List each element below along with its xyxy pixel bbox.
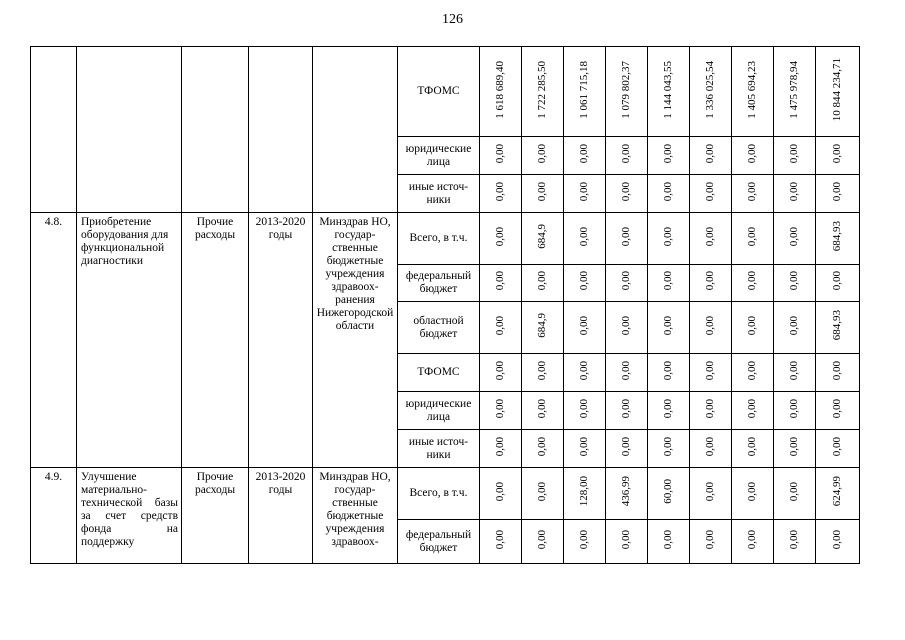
value-cell — [816, 468, 860, 520]
value-text: 0,00 — [536, 271, 548, 291]
value-text: 0,00 — [662, 181, 674, 202]
value-text: 0,00 — [788, 315, 800, 336]
value-cell — [690, 392, 732, 430]
value-cell — [648, 354, 690, 392]
value-cell — [522, 468, 564, 520]
value-text: 0,00 — [494, 360, 506, 381]
value-text: 0,00 — [494, 271, 506, 291]
value-cell — [522, 175, 564, 213]
value-cell — [774, 468, 816, 520]
source-cell: юридические лица — [398, 137, 480, 175]
value-text: 0,00 — [746, 181, 758, 202]
value-cell — [774, 175, 816, 213]
value-cell — [606, 265, 648, 302]
value-text: 0,00 — [831, 271, 843, 291]
value-cell — [480, 468, 522, 520]
value-cell — [774, 137, 816, 175]
value-cell — [732, 213, 774, 265]
value-cell — [564, 302, 606, 354]
value-cell — [732, 354, 774, 392]
value-text: 0,00 — [620, 398, 632, 419]
value-cell — [606, 520, 648, 564]
value-cell — [690, 175, 732, 213]
value-cell — [774, 430, 816, 468]
expense-type: Прочие расходы — [182, 213, 249, 468]
value-cell — [690, 430, 732, 468]
value-cell — [690, 302, 732, 354]
value-text: 0,00 — [578, 226, 590, 247]
value-cell — [564, 213, 606, 265]
value-cell — [774, 392, 816, 430]
value-cell — [816, 265, 860, 302]
value-text: 0,00 — [494, 398, 506, 419]
executor: Минздрав НО, государ-ственные бюджетные учреждения здравоох-ранения Нижегородской области — [313, 213, 398, 468]
value-text: 0,00 — [662, 143, 674, 164]
value-text: 0,00 — [620, 143, 632, 164]
value-text: 684,93 — [831, 221, 843, 252]
value-text: 1 079 802,37 — [620, 60, 632, 119]
source-cell: ТФОМС — [398, 47, 480, 137]
value-cell — [480, 265, 522, 302]
value-cell — [732, 175, 774, 213]
value-text: 1 061 715,18 — [578, 60, 590, 119]
source-cell: Всего, в т.ч. — [398, 213, 480, 265]
value-cell — [690, 137, 732, 175]
value-cell — [732, 137, 774, 175]
value-cell — [816, 392, 860, 430]
source-cell: юридические лица — [398, 392, 480, 430]
value-text: 0,00 — [620, 271, 632, 291]
value-text: 0,00 — [746, 529, 758, 550]
empty-cell — [31, 47, 77, 213]
value-text: 0,00 — [788, 226, 800, 247]
value-text: 0,00 — [494, 181, 506, 202]
value-text: 0,00 — [662, 398, 674, 419]
value-cell — [816, 175, 860, 213]
value-text: 0,00 — [746, 143, 758, 164]
value-text: 0,00 — [662, 226, 674, 247]
value-text: 60,00 — [662, 479, 674, 504]
value-cell — [774, 520, 816, 564]
value-cell — [606, 430, 648, 468]
value-cell — [690, 354, 732, 392]
value-cell — [732, 47, 774, 137]
value-text: 0,00 — [494, 143, 506, 164]
value-cell — [522, 213, 564, 265]
value-cell — [816, 213, 860, 265]
value-text: 0,00 — [620, 529, 632, 550]
value-text: 0,00 — [620, 436, 632, 457]
table-body — [31, 47, 860, 564]
value-text: 0,00 — [578, 360, 590, 381]
value-cell — [690, 213, 732, 265]
value-cell — [522, 47, 564, 137]
empty-cell — [249, 47, 313, 213]
value-text: 0,00 — [536, 143, 548, 164]
source-cell: иные источ-ники — [398, 430, 480, 468]
value-text: 1 405 694,23 — [746, 60, 758, 119]
value-cell — [606, 137, 648, 175]
value-cell — [648, 468, 690, 520]
value-text: 10 844 234,71 — [831, 57, 843, 122]
value-text: 0,00 — [578, 398, 590, 419]
value-cell — [648, 392, 690, 430]
value-cell — [564, 468, 606, 520]
value-text: 0,00 — [788, 181, 800, 202]
value-cell — [648, 302, 690, 354]
value-text: 0,00 — [746, 271, 758, 291]
value-cell — [648, 47, 690, 137]
value-cell — [480, 137, 522, 175]
value-text: 0,00 — [746, 481, 758, 502]
value-text: 0,00 — [704, 315, 716, 336]
value-cell — [606, 302, 648, 354]
value-text: 0,00 — [831, 360, 843, 381]
value-cell — [564, 520, 606, 564]
value-cell — [522, 392, 564, 430]
value-cell — [480, 302, 522, 354]
value-text: 0,00 — [704, 360, 716, 381]
value-cell — [522, 430, 564, 468]
value-cell — [732, 265, 774, 302]
value-cell — [522, 520, 564, 564]
value-cell — [774, 265, 816, 302]
value-text: 0,00 — [494, 315, 506, 336]
value-cell — [732, 468, 774, 520]
value-cell — [816, 137, 860, 175]
value-text: 0,00 — [662, 271, 674, 291]
expense-type: Прочие расходы — [182, 468, 249, 564]
value-cell — [480, 175, 522, 213]
value-cell — [816, 47, 860, 137]
value-cell — [564, 430, 606, 468]
value-text: 0,00 — [831, 529, 843, 550]
value-text: 0,00 — [704, 436, 716, 457]
value-cell — [648, 265, 690, 302]
value-cell — [732, 520, 774, 564]
value-text: 0,00 — [662, 315, 674, 336]
value-text: 1 618 689,40 — [494, 60, 506, 119]
value-cell — [522, 354, 564, 392]
value-text: 0,00 — [494, 226, 506, 247]
value-text: 0,00 — [536, 360, 548, 381]
value-cell — [522, 302, 564, 354]
value-cell — [606, 468, 648, 520]
item-name: Улучшение материально-технической базы за счет средств фонда на поддержку — [77, 468, 182, 564]
value-text: 0,00 — [662, 436, 674, 457]
value-cell — [816, 302, 860, 354]
value-text: 624,99 — [831, 476, 843, 507]
value-cell — [564, 392, 606, 430]
value-text: 0,00 — [831, 398, 843, 419]
value-text: 0,00 — [536, 529, 548, 550]
source-cell: федеральный бюджет — [398, 520, 480, 564]
budget-table — [30, 46, 860, 564]
value-text: 0,00 — [704, 271, 716, 291]
value-cell — [606, 175, 648, 213]
value-text: 0,00 — [494, 436, 506, 457]
value-cell — [690, 520, 732, 564]
value-text: 0,00 — [494, 529, 506, 550]
value-cell — [606, 213, 648, 265]
table-row — [31, 468, 860, 520]
value-cell — [480, 354, 522, 392]
value-text: 0,00 — [494, 481, 506, 502]
value-text: 0,00 — [620, 360, 632, 381]
value-text: 128,00 — [578, 476, 590, 507]
value-text: 1 722 285,50 — [536, 60, 548, 119]
value-text: 0,00 — [746, 360, 758, 381]
value-cell — [564, 137, 606, 175]
value-cell — [606, 354, 648, 392]
value-cell — [774, 302, 816, 354]
value-cell — [816, 354, 860, 392]
source-cell: областной бюджет — [398, 302, 480, 354]
value-text: 0,00 — [620, 181, 632, 202]
value-text: 0,00 — [788, 436, 800, 457]
value-cell — [648, 175, 690, 213]
value-cell — [480, 213, 522, 265]
page-number: 126 — [442, 12, 463, 27]
value-text: 0,00 — [746, 398, 758, 419]
value-text: 0,00 — [704, 481, 716, 502]
value-cell — [564, 265, 606, 302]
value-text: 0,00 — [620, 315, 632, 336]
item-number: 4.9. — [31, 468, 77, 564]
value-cell — [774, 47, 816, 137]
value-text: 0,00 — [662, 360, 674, 381]
value-cell — [816, 520, 860, 564]
value-text: 0,00 — [578, 529, 590, 550]
value-text: 0,00 — [746, 436, 758, 457]
value-text: 0,00 — [578, 436, 590, 457]
value-text: 0,00 — [536, 436, 548, 457]
value-cell — [774, 213, 816, 265]
value-text: 0,00 — [788, 529, 800, 550]
value-cell — [564, 175, 606, 213]
value-text: 0,00 — [788, 143, 800, 164]
value-text: 0,00 — [536, 181, 548, 202]
value-cell — [816, 430, 860, 468]
value-text: 0,00 — [788, 398, 800, 419]
value-text: 684,93 — [831, 310, 843, 341]
period: 2013-2020 годы — [249, 213, 313, 468]
value-text: 0,00 — [704, 181, 716, 202]
table-row — [31, 47, 860, 137]
value-text: 0,00 — [746, 315, 758, 336]
item-number: 4.8. — [31, 213, 77, 468]
value-text: 1 144 043,55 — [662, 60, 674, 119]
source-cell: Всего, в т.ч. — [398, 468, 480, 520]
executor: Минздрав НО, государ-ственные бюджетные учреждения здравоох- — [313, 468, 398, 564]
value-cell — [522, 265, 564, 302]
value-cell — [690, 265, 732, 302]
value-text: 0,00 — [536, 398, 548, 419]
value-text: 0,00 — [704, 143, 716, 164]
value-text: 0,00 — [831, 143, 843, 164]
value-text: 0,00 — [704, 226, 716, 247]
empty-cell — [313, 47, 398, 213]
item-name: Приобретение оборудования для функциональной диагностики — [77, 213, 182, 468]
empty-cell — [77, 47, 182, 213]
period: 2013-2020 годы — [249, 468, 313, 564]
source-cell: федеральный бюджет — [398, 265, 480, 302]
value-text: 684,9 — [536, 224, 548, 249]
value-cell — [522, 137, 564, 175]
value-text: 0,00 — [831, 181, 843, 202]
value-text: 0,00 — [788, 360, 800, 381]
value-cell — [606, 47, 648, 137]
value-cell — [732, 392, 774, 430]
value-text: 436,99 — [620, 476, 632, 507]
value-cell — [480, 430, 522, 468]
value-cell — [648, 520, 690, 564]
value-text: 0,00 — [536, 481, 548, 502]
table-row — [31, 213, 860, 265]
value-text: 0,00 — [704, 398, 716, 419]
value-text: 0,00 — [578, 143, 590, 164]
value-text: 0,00 — [704, 529, 716, 550]
value-cell — [564, 354, 606, 392]
value-cell — [564, 47, 606, 137]
value-text: 1 475 978,94 — [788, 60, 800, 119]
value-cell — [480, 392, 522, 430]
value-cell — [648, 430, 690, 468]
value-text: 0,00 — [578, 181, 590, 202]
source-cell: иные источ-ники — [398, 175, 480, 213]
value-text: 0,00 — [578, 315, 590, 336]
value-text: 0,00 — [831, 436, 843, 457]
value-text: 0,00 — [620, 226, 632, 247]
value-cell — [480, 520, 522, 564]
value-text: 0,00 — [788, 271, 800, 291]
value-text: 684,9 — [536, 313, 548, 338]
value-cell — [732, 302, 774, 354]
source-cell: ТФОМС — [398, 354, 480, 392]
value-text: 1 336 025,54 — [704, 60, 716, 119]
value-text: 0,00 — [662, 529, 674, 550]
value-text: 0,00 — [578, 271, 590, 291]
value-cell — [648, 213, 690, 265]
value-cell — [606, 392, 648, 430]
value-cell — [480, 47, 522, 137]
value-cell — [690, 468, 732, 520]
value-text: 0,00 — [746, 226, 758, 247]
value-text: 0,00 — [788, 481, 800, 502]
empty-cell — [182, 47, 249, 213]
value-cell — [732, 430, 774, 468]
value-cell — [774, 354, 816, 392]
value-cell — [690, 47, 732, 137]
value-cell — [648, 137, 690, 175]
